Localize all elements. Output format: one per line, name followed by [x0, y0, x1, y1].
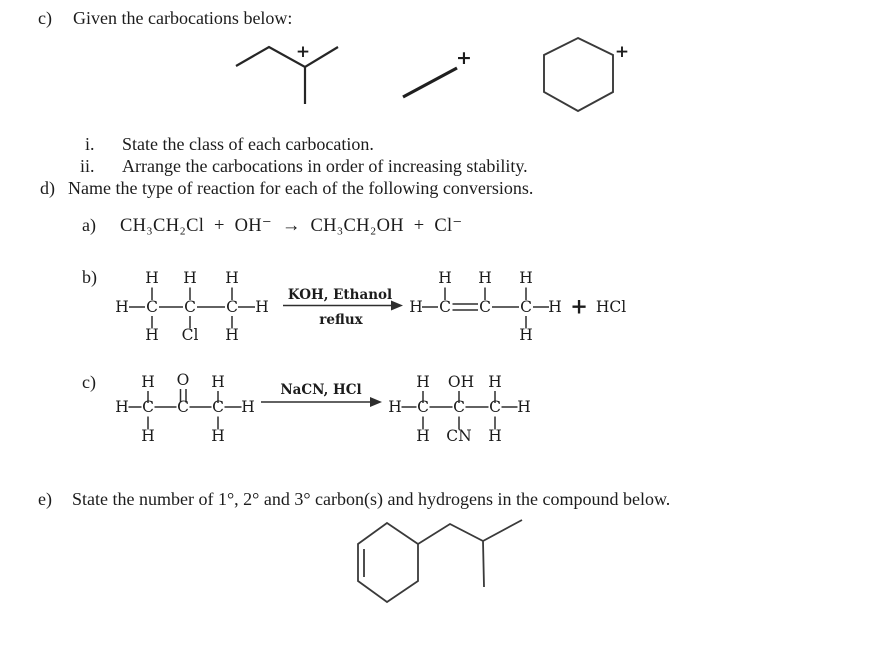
atom: H: [145, 269, 159, 287]
atom: H: [241, 398, 255, 416]
plus-sign: +: [570, 293, 588, 319]
plus-charge: +: [295, 42, 311, 62]
carbocation-secondary: [544, 38, 629, 111]
reaction-a-equation: CH₃CH₂Cl + OH⁻ → CH₃CH₂OH + Cl⁻: [120, 216, 463, 236]
atom: H: [225, 269, 239, 287]
question-c-text: Given the carbocations below:: [73, 8, 293, 28]
atom: H: [517, 398, 531, 416]
reaction-c-arrow: [261, 382, 382, 407]
arrowhead-icon: [391, 301, 403, 311]
atom: C: [417, 398, 429, 416]
atom: H: [478, 269, 492, 287]
carbocation-primary-skeleton: [403, 68, 457, 97]
atom: H: [548, 298, 562, 316]
item-i-label: i.: [85, 134, 95, 154]
atom: H: [211, 427, 225, 445]
atom: H: [141, 373, 155, 391]
atom: H: [409, 298, 423, 316]
atom: H: [416, 373, 430, 391]
atom: H: [183, 269, 197, 287]
reaction-b-conditions-top: KOH, Ethanol: [287, 287, 393, 303]
atom: H: [519, 269, 533, 287]
atom: C: [489, 398, 501, 416]
atom: H: [488, 373, 502, 391]
atom: O: [176, 371, 190, 389]
question-e-label: e): [38, 489, 52, 509]
question-d-label: d): [40, 178, 55, 198]
reaction-c-product: [388, 373, 531, 445]
cyclohexane-ring: [544, 38, 613, 111]
atom: C: [146, 298, 158, 316]
atom: H: [255, 298, 269, 316]
atom: H: [416, 427, 430, 445]
atom: C: [439, 298, 451, 316]
atom: H: [211, 373, 225, 391]
question-e-text: State the number of 1°, 2° and 3° carbon(s) and hydrogens in the compound below.: [72, 489, 671, 509]
carbocation-tertiary-skeleton: [236, 47, 338, 104]
atom: Cl: [181, 326, 199, 344]
plus-charge: +: [456, 47, 472, 69]
reaction-c-label: c): [82, 372, 96, 392]
atom: C: [177, 398, 189, 416]
atom: C: [453, 398, 465, 416]
atom: C: [520, 298, 532, 316]
atom: C: [184, 298, 196, 316]
coproduct-formula: HCl: [595, 298, 627, 316]
question-c-label: c): [38, 8, 52, 28]
atom: H: [115, 398, 129, 416]
atom: H: [438, 269, 452, 287]
atom: H: [388, 398, 402, 416]
atom: C: [212, 398, 224, 416]
item-i-text: State the class of each carbocation.: [122, 134, 374, 154]
atom: C: [226, 298, 238, 316]
reaction-a-label: a): [82, 215, 96, 235]
atom: C: [479, 298, 491, 316]
question-e-compound: [358, 520, 522, 602]
atom: H: [141, 427, 155, 445]
carbocation-primary: [403, 47, 472, 97]
reaction-b-conditions-bottom: reflux: [319, 312, 363, 328]
reaction-b-reactant: [115, 269, 269, 344]
reaction-c-conditions-top: NaCN, HCl: [280, 382, 362, 398]
atom: H: [115, 298, 129, 316]
atom: H: [519, 326, 533, 344]
atom: H: [225, 326, 239, 344]
atom: H: [488, 427, 502, 445]
item-ii-text: Arrange the carbocations in order of increasing stability.: [122, 156, 528, 176]
question-d-text: Name the type of reaction for each of the following conversions.: [68, 178, 534, 198]
item-ii-label: ii.: [80, 156, 95, 176]
reaction-b-arrow: [283, 287, 403, 328]
plus-charge: +: [614, 42, 630, 62]
atom: CN: [446, 427, 472, 445]
isobutyl-chain: [418, 520, 522, 587]
cyclohexene-ring: [358, 523, 418, 602]
reaction-c-reactant: [115, 371, 255, 445]
reaction-b-label: b): [82, 267, 97, 287]
atom: OH: [447, 373, 475, 391]
atom: H: [145, 326, 159, 344]
carbocation-tertiary: [236, 42, 338, 104]
arrowhead-icon: [370, 397, 382, 407]
reaction-b-product: [409, 269, 626, 344]
atom: C: [142, 398, 154, 416]
